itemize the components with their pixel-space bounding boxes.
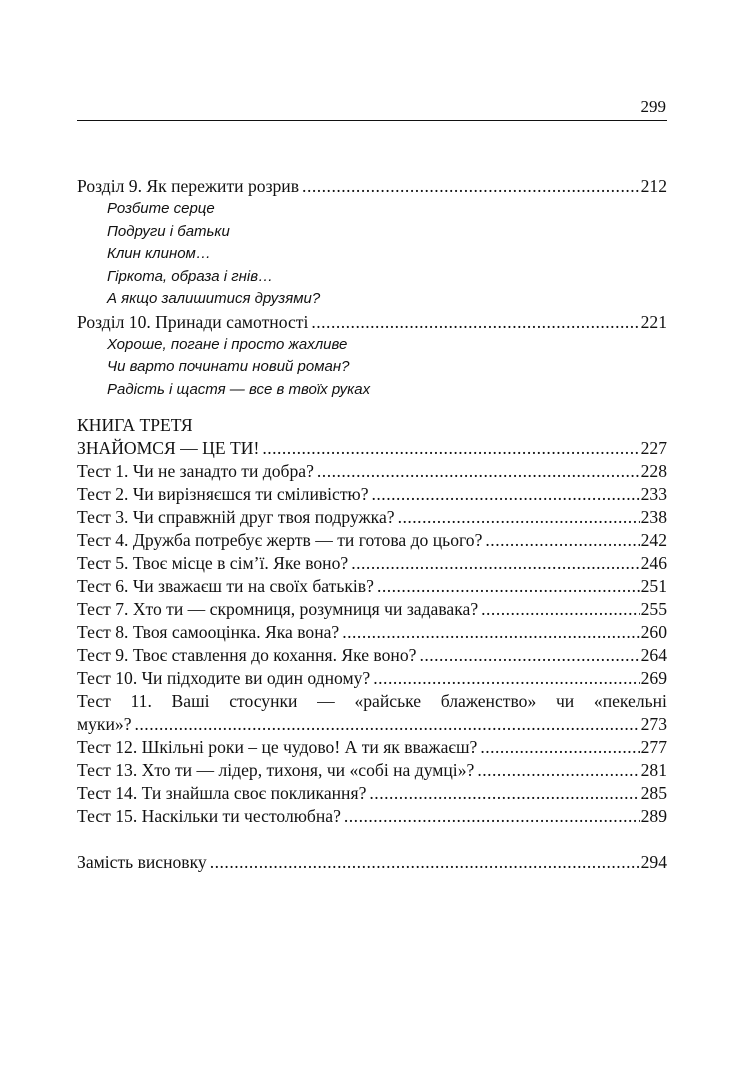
toc-entry-title: Тест 12. Шкільні роки – це чудово! А ти як вважаєш? xyxy=(77,737,478,757)
toc-entry-title: ЗНАЙОМСЯ — ЦЕ ТИ! xyxy=(77,438,260,458)
toc-subentry: Розбите серце xyxy=(107,200,215,217)
toc-entry-page: 273 xyxy=(640,714,667,734)
word: стосунки xyxy=(229,691,298,711)
toc-entry-page: 233 xyxy=(640,484,667,504)
toc-entry-conclusion[interactable] xyxy=(77,851,667,874)
word: блаженство» xyxy=(440,691,537,711)
dot-leader xyxy=(351,552,639,575)
toc-entry-page: 260 xyxy=(640,622,667,642)
toc-entry-test-13[interactable] xyxy=(77,759,667,782)
toc-entry-page: 238 xyxy=(640,507,667,527)
dot-leader xyxy=(481,598,639,621)
toc-entry-chapter-9[interactable] xyxy=(77,175,667,198)
toc-entry-title: Тест 8. Твоя самооцінка. Яка вона? xyxy=(77,622,340,642)
dot-leader xyxy=(477,759,639,782)
toc-section-a xyxy=(77,175,667,401)
toc-entry-title: Тест 3. Чи справжній друг твоя подружка? xyxy=(77,507,395,527)
toc-entry-title: Тест 4. Дружба потребує жертв — ти готова до цього? xyxy=(77,530,483,550)
dot-leader xyxy=(369,782,639,805)
word: чи xyxy=(555,691,575,711)
toc-entry-title: муки»? xyxy=(77,714,132,734)
dot-leader xyxy=(480,736,639,759)
toc-entry-title: Тест 14. Ти знайшла своє покликання? xyxy=(77,783,367,803)
dot-leader xyxy=(419,644,639,667)
toc-entry-title: Тест 1. Чи не занадто ти добра? xyxy=(77,461,314,481)
dot-leader xyxy=(210,851,640,874)
dot-leader xyxy=(262,437,639,460)
dot-leader xyxy=(302,175,640,198)
toc-subentry: Радість і щастя — все в твоїх руках xyxy=(107,380,371,398)
header-rule xyxy=(77,120,667,121)
toc-entry-page: 242 xyxy=(640,530,667,550)
toc-entry-test-5[interactable] xyxy=(77,552,667,575)
toc-entry-page: 269 xyxy=(640,668,667,688)
toc-entry-title: Замість висновку xyxy=(77,852,207,872)
dot-leader xyxy=(485,529,639,552)
dot-leader xyxy=(373,667,639,690)
dot-leader xyxy=(342,621,639,644)
toc-subentry: Подруги і батьки xyxy=(107,222,230,240)
toc-entry-page: 246 xyxy=(640,553,667,573)
toc-entry-page: 289 xyxy=(640,806,667,826)
toc-entry-test-6[interactable] xyxy=(77,575,667,598)
toc-entry-title: Розділ 9. Як пережити розрив xyxy=(77,176,300,196)
toc-subentry: Чи варто починати новий роман? xyxy=(107,358,350,375)
toc-book-three xyxy=(77,414,667,828)
toc-entry-test-3[interactable] xyxy=(77,506,667,529)
toc-entry-page: 228 xyxy=(640,461,667,481)
toc-entry-test-11-line-1[interactable] xyxy=(77,690,667,713)
toc-entry-title: Тест 13. Хто ти — лідер, тихоня, чи «собі на думці»? xyxy=(77,760,475,780)
toc-entry-test-14[interactable] xyxy=(77,782,667,805)
word: «райське xyxy=(354,691,422,711)
toc-entry-page: 285 xyxy=(640,783,667,803)
toc-subentry: А якщо залишитися друзями? xyxy=(107,290,321,307)
toc-entry-test-2[interactable] xyxy=(77,483,667,506)
toc-entry-test-10[interactable] xyxy=(77,667,667,690)
toc-subentry: Гіркота, образа і гнів… xyxy=(107,267,274,285)
toc-entry-test-1[interactable] xyxy=(77,460,667,483)
toc-entry-test-9[interactable] xyxy=(77,644,667,667)
dot-leader xyxy=(372,483,640,506)
toc-entry-page: 281 xyxy=(640,760,667,780)
word: «пекельні xyxy=(593,691,667,711)
toc-entry-test-15[interactable] xyxy=(77,805,667,828)
toc-entry-test-7[interactable] xyxy=(77,598,667,621)
toc-entry-page: 251 xyxy=(640,576,667,596)
toc-entry-title: Тест 5. Твоє місце в сім’ї. Яке воно? xyxy=(77,553,349,573)
toc-entry-page: 255 xyxy=(640,599,667,619)
toc-subentry: Клин клином… xyxy=(107,245,211,262)
toc-entry-page: 221 xyxy=(640,311,667,332)
toc-entry-title: Тест 7. Хто ти — скромниця, розумниця чи задавака? xyxy=(77,599,479,619)
word: Тест xyxy=(77,691,111,711)
word: 11. xyxy=(130,691,152,711)
toc-entry-title: Тест 10. Чи підходите ви один одному? xyxy=(77,668,371,688)
toc-entry-page: 294 xyxy=(640,852,667,872)
word: Ваші xyxy=(171,691,210,711)
dot-leader xyxy=(317,460,640,483)
toc-entry-title: Тест 2. Чи вирізняєшся ти сміливістю? xyxy=(77,484,369,504)
toc-entry-page: 212 xyxy=(640,176,667,196)
dot-leader xyxy=(398,506,640,529)
toc-entry-page: 277 xyxy=(640,737,667,757)
toc-entry-page: 264 xyxy=(640,645,667,665)
toc-entry-test-11-line-2[interactable] xyxy=(77,713,667,736)
toc-entry-title: Тест 15. Наскільки ти честолюбна? xyxy=(77,806,341,826)
toc-entry-chapter-10[interactable] xyxy=(77,311,667,334)
toc-entry-page: 227 xyxy=(640,438,667,458)
toc-entry-title: Тест 6. Чи зважаєш ти на своїх батьків? xyxy=(77,576,374,596)
toc-entry-title: Розділ 10. Принади самотності xyxy=(77,311,309,332)
page-number: 299 xyxy=(640,97,666,116)
toc-entry-title: Тест 9. Твоє ставлення до кохання. Яке воно? xyxy=(77,645,417,665)
toc-entry-lead[interactable] xyxy=(77,437,667,460)
dot-leader xyxy=(311,311,639,334)
dot-leader xyxy=(377,575,640,598)
dot-leader xyxy=(135,713,640,736)
toc-entry-test-8[interactable] xyxy=(77,621,667,644)
book-heading: КНИГА ТРЕТЯ xyxy=(77,415,193,435)
toc-conclusion xyxy=(77,851,667,874)
word: — xyxy=(317,691,335,711)
toc-entry-test-12[interactable] xyxy=(77,736,667,759)
dot-leader xyxy=(344,805,640,828)
toc-subentry: Хороше, погане і просто жахливе xyxy=(107,335,348,353)
toc-entry-test-4[interactable] xyxy=(77,529,667,552)
